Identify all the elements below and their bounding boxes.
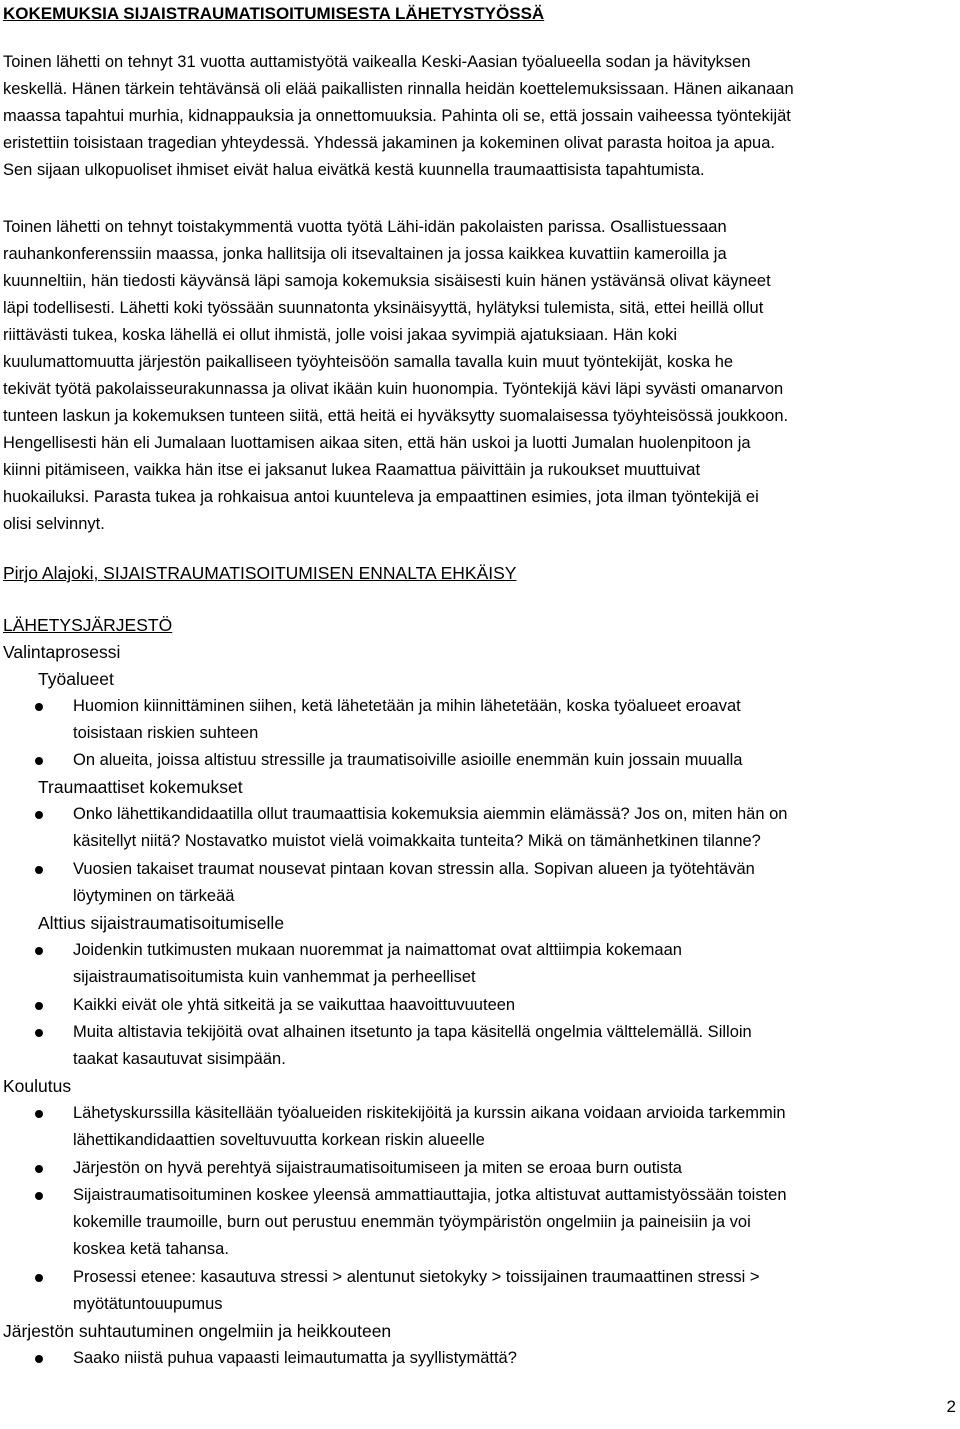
org-heading: LÄHETYSJÄRJESTÖ [3,615,173,635]
bullet-icon [35,1165,43,1173]
list-item-text: taakat kasautuvat sisimpään. [73,1050,286,1068]
list-item-text: lähettikandidaattien soveltuvuutta korkean riskin alueelle [73,1131,485,1149]
bullet-icon [35,1029,43,1037]
list-item-text: Sijaistraumatisoituminen koskee yleensä ammattiauttajia, jotka altistuvat auttamistyössään toisten [73,1186,787,1204]
list-item-text: löytyminen on tärkeää [73,887,235,905]
list-item-text: toisistaan riskien suhteen [73,724,259,742]
list-item-text: myötätuntouupumus [73,1295,223,1313]
paragraph-2 [3,214,958,538]
paragraph-1-line: Toinen lähetti on tehnyt 31 vuotta auttamistyötä vaikealla Keski-Aasian työalueella sodan ja hävityksen [3,53,751,71]
document-title: KOKEMUKSIA SIJAISTRAUMATISOITUMISESTA LÄHETYSTYÖSSÄ [3,4,545,23]
paragraph-1-line: Sen sijaan ulkopuoliset ihmiset eivät halua eivätkä kestä kuunnella traumaattisista tapahtumista. [3,161,705,179]
list-item-text: Huomion kiinnittäminen siihen, ketä lähetetään ja mihin lähetetään, koska työalueet eroavat [73,697,741,715]
bullet-icon [35,1355,43,1363]
list-item-text: Prosessi etenee: kasautuva stressi > alentunut sietokyky > toissijainen traumaattinen stressi > [73,1268,760,1286]
bullet-icon [35,1192,43,1200]
list-item-text: Lähetyskurssilla käsitellään työalueiden riskitekijöitä ja kurssin aikana voidaan arvioida tarkemmin [73,1104,786,1122]
paragraph-1-line: keskellä. Hänen tärkein tehtävänsä oli elää paikallisten rinnalla heidän koettelemuksissaan. Hänen aikanaan [3,80,794,98]
list-item-text: Vuosien takaiset traumat nousevat pintaan kovan stressin alla. Sopivan alueen ja työtehtävän [73,860,755,878]
bullet-icon [35,703,43,711]
list-item-text: Järjestön on hyvä perehtyä sijaistraumatisoitumiseen ja miten se eroaa burn outista [73,1159,682,1177]
paragraph-2-line: riittävästi tukea, koska lähellä ei ollut ihmistä, jolle voisi jakaa syvimpiä ajatuksiaan. Hän koki [3,326,678,344]
list-item-text: käsitellyt niitä? Nostavatko muistot vielä voimakkaita tunteita? Mikä on tämänhetkinen tilanne? [73,832,761,850]
list-item-text: Kaikki eivät ole yhtä sitkeitä ja se vaikuttaa haavoittuvuuteen [73,996,516,1014]
author-heading: Pirjo Alajoki, SIJAISTRAUMATISOITUMISEN ENNALTA EHKÄISY [3,563,517,583]
subsection-alttius: Alttius sijaistraumatisoitumiselle [38,913,285,933]
paragraph-2-line: kuunneltiin, hän tiedosti käyvänsä läpi samoja kokemuksia sisäisesti kuin hänen ystävänsä olivat käyneet [3,272,771,290]
paragraph-2-line: olisi selvinnyt. [3,515,105,533]
list-item-text: kokemille traumoille, burn out perustuu enemmän työympäristön ongelmiin ja paineisiin ja voi [73,1213,751,1231]
subsection-tyoalueet: Työalueet [38,669,114,689]
bullet-icon [35,1274,43,1282]
paragraph-2-line: Hengellisesti hän eli Jumalaan luottamisen aikaa siten, että hän uskoi ja luotti Jumalan huolenpitoon ja [3,434,751,452]
paragraph-1 [3,49,958,184]
list-item-text: On alueita, joissa altistuu stressille ja traumatisoiville asioille enemmän kuin jossain muualla [73,751,743,769]
bullet-icon [35,947,43,955]
bullet-icon [35,866,43,874]
bullet-icon [35,757,43,765]
subsection-traumaattiset: Traumaattiset kokemukset [38,777,243,797]
section-suhtautuminen: Järjestön suhtautuminen ongelmiin ja heikkouteen [3,1321,392,1341]
list-item-text: Onko lähettikandidaatilla ollut traumaattisia kokemuksia aiemmin elämässä? Jos on, miten hän on [73,805,788,823]
paragraph-1-line: maassa tapahtui murhia, kidnappauksia ja onnettomuuksia. Pahinta oli se, että jossain vaiheessa työntekijät [3,107,791,125]
paragraph-2-line: tekivät työtä pakolaisseurakunnassa ja olivat ikään kuin huonompia. Työntekijä kävi läpi syvästi omanarvon [3,380,784,398]
list-item-text: koskea ketä tahansa. [73,1240,229,1258]
paragraph-2-line: kuulumattomuutta järjestön paikalliseen työyhteisöön samalla tavalla kuin muut työntekijät, koska he [3,353,734,371]
paragraph-2-line: läpi todellisesti. Lähetti koki työssään suunnatonta yksinäisyyttä, hylätyksi tulemista, sitä, ettei heillä ollut [3,299,764,317]
bullet-icon [35,811,43,819]
section-koulutus: Koulutus [3,1076,72,1096]
paragraph-2-line: Toinen lähetti on tehnyt toistakymmentä vuotta työtä Lähi-idän pakolaisten parissa. Osallistuessaan [3,218,727,236]
bullet-icon [35,1002,43,1010]
list-item-text: Joidenkin tutkimusten mukaan nuoremmat ja naimattomat ovat alttiimpia kokemaan [73,941,682,959]
paragraph-2-line: kiinni pitämiseen, vaikka hän itse ei jaksanut lukea Raamattua päivittäin ja rukoukset muuttuivat [3,461,701,479]
bullet-icon [35,1110,43,1118]
section-valintaprosessi: Valintaprosessi [3,642,121,662]
paragraph-1-line: eristettiin toisistaan tragedian yhteydessä. Yhdessä jakaminen ja kokeminen olivat parasta hoitoa ja apua. [3,134,775,152]
paragraph-2-line: huokailuksi. Parasta tukea ja rohkaisua antoi kuunteleva ja empaattinen esimies, jota ilman työntekijä ei [3,488,759,506]
paragraph-2-line: rauhankonferenssiin maassa, jonka hallitsija oli itsevaltainen ja jossa kaikkea kuvattiin kameroilla ja [3,245,727,263]
list-item-text: Muita altistavia tekijöitä ovat alhainen itsetunto ja tapa käsitellä ongelmia välttelemällä. Silloin [73,1023,752,1041]
paragraph-2-line: tunteen laskun ja kokemuksen tunteen siitä, että heitä ei hyväksytty suomalaisessa työyhteisössä joukkoon. [3,407,789,425]
list-item-text: sijaistraumatisoitumista kuin vanhemmat ja perheelliset [73,968,476,986]
list-item-text: Saako niistä puhua vapaasti leimautumatta ja syyllistymättä? [73,1349,517,1367]
page-number: 2 [946,1397,956,1416]
